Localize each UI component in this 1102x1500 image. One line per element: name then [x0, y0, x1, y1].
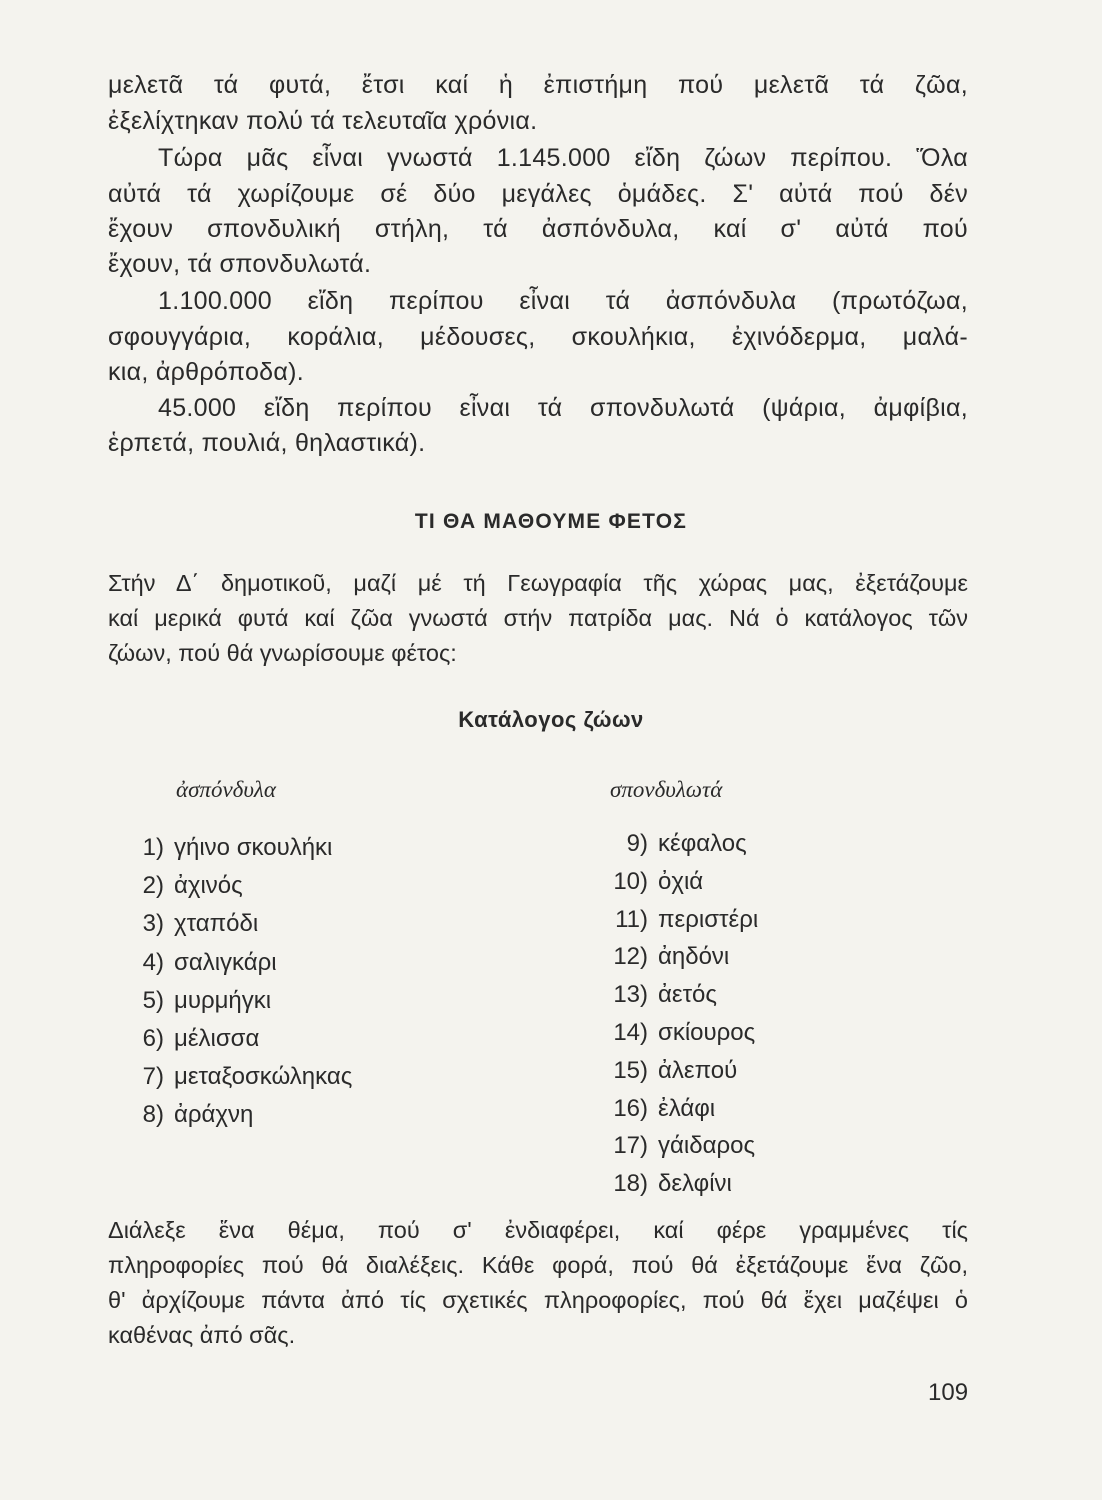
intro-line-8: σφουγγάρια, κοράλια, μέδουσες, σκουλήκια, ἐχινόδερμα, μαλά- [108, 323, 968, 351]
closing-line-1: Διάλεξε ἕνα θέμα, πού σ' ἐνδιαφέρει, καί φέρε γραμμένες τίς [108, 1217, 968, 1243]
item-number: 2) [142, 872, 164, 900]
invertebrate-item [112, 871, 243, 901]
intro-line-6: ἔχουν, τά σπονδυλωτά. [108, 250, 372, 278]
item-name: ἀετός [658, 981, 717, 1009]
invertebrate-item [112, 1062, 352, 1092]
item-number: 8) [142, 1101, 164, 1129]
vertebrate-item [596, 980, 717, 1010]
item-name: περιστέρι [658, 905, 759, 933]
item-name: ὀχιά [658, 867, 704, 895]
intro-line-3: Τώρα μᾶς εἶναι γνωστά 1.145.000 εἴδη ζώων περίπου. Ὅλα [158, 144, 968, 172]
item-name: δελφίνι [658, 1170, 732, 1198]
item-name: ἐλάφι [658, 1094, 716, 1122]
item-number: 5) [142, 986, 164, 1014]
item-number: 15) [613, 1056, 648, 1084]
intro-line-2: ἐξελίχτηκαν πολύ τά τελευταῖα χρόνια. [108, 107, 538, 135]
invertebrate-item [112, 986, 271, 1016]
item-number: 14) [613, 1019, 648, 1046]
vertebrate-item [596, 905, 758, 935]
section-text-line-2: καί μερικά φυτά καί ζῶα γνωστά στήν πατρίδα μας. Νά ὁ κατάλογος τῶν [108, 605, 968, 631]
item-name: ἀλεπού [658, 1056, 738, 1084]
closing-line-2: πληροφορίες πού θά διαλέξεις. Κάθε φορά, πού θά ἐξετάζουμε ἕνα ζῶο, [108, 1252, 968, 1278]
item-name: κέφαλος [658, 830, 747, 857]
vertebrate-item [596, 1018, 755, 1048]
catalog-right-heading: σπονδυλωτά [610, 777, 723, 802]
section-text-line-3: ζώων, πού θά γνωρίσουμε φέτος: [108, 640, 457, 666]
item-number: 16) [613, 1094, 648, 1122]
item-number: 11) [615, 905, 648, 933]
item-number: 4) [142, 948, 164, 976]
item-name: μεταξοσκώληκας [174, 1063, 353, 1091]
item-number: 6) [142, 1025, 164, 1052]
item-number: 17) [613, 1132, 648, 1160]
vertebrate-item [596, 942, 729, 972]
item-number: 10) [613, 867, 648, 895]
catalog-title: Κατάλογος ζώων [458, 707, 644, 732]
intro-line-9: κια, ἀρθρόποδα). [108, 358, 304, 386]
item-number: 13) [613, 981, 648, 1009]
item-name: σκίουρος [658, 1019, 756, 1046]
closing-line-3: θ' ἀρχίζουμε πάντα ἀπό τίς σχετικές πληροφορίες, πού θά ἔχει μαζέψει ὁ [108, 1287, 968, 1313]
intro-line-4: αὐτά τά χωρίζουμε σέ δύο μεγάλες ὁμάδες. Σ' αὐτά πού δέν [108, 180, 968, 208]
intro-line-5: ἔχουν σπονδυλική στήλη, τά ἀσπόνδυλα, καί σ' αὐτά πού [108, 215, 968, 243]
closing-line-4: καθένας ἀπό σᾶς. [108, 1322, 296, 1348]
item-name: μυρμήγκι [174, 986, 272, 1014]
invertebrate-item [112, 948, 277, 978]
item-number: 9) [626, 830, 648, 857]
vertebrate-item [596, 829, 747, 859]
vertebrate-item [596, 867, 703, 897]
item-name: σαλιγκάρι [174, 948, 277, 976]
invertebrate-item [112, 1024, 259, 1054]
item-name: χταπόδι [174, 910, 259, 938]
item-name: γήινο σκουλήκι [174, 834, 333, 861]
item-number: 1) [142, 834, 164, 861]
item-name: γάιδαρος [658, 1132, 756, 1160]
item-number: 7) [142, 1063, 164, 1091]
intro-line-11: ἑρπετά, πουλιά, θηλαστικά). [108, 429, 426, 457]
item-name: ἀράχνη [174, 1101, 254, 1129]
vertebrate-item [596, 1094, 715, 1124]
invertebrate-item [112, 909, 258, 939]
vertebrate-item [596, 1169, 732, 1199]
intro-line-7: 1.100.000 εἴδη περίπου εἶναι τά ἀσπόνδυλα (πρωτόζωα, [158, 287, 968, 315]
item-name: ἀηδόνι [658, 943, 730, 971]
item-number: 12) [613, 943, 648, 971]
section-title: ΤΙ ΘΑ ΜΑΘΟΥΜΕ ΦΕΤΟΣ [414, 510, 688, 533]
item-number: 3) [142, 910, 164, 938]
invertebrate-item [112, 1100, 253, 1130]
section-text-line-1: Στήν Δ΄ δημοτικοῦ, μαζί μέ τή Γεωγραφία τῆς χώρας μας, ἐξετάζουμε [108, 570, 968, 596]
vertebrate-item [596, 1131, 755, 1161]
intro-line-1: μελετᾶ τά φυτά, ἔτσι καί ἡ ἐπιστήμη πού μελετᾶ τά ζῶα, [108, 71, 968, 99]
page-number: 109 [928, 1379, 969, 1406]
item-number: 18) [613, 1170, 648, 1198]
catalog-left-heading: ἀσπόνδυλα [176, 777, 276, 802]
item-name: ἀχινός [174, 872, 243, 900]
vertebrate-item [596, 1056, 737, 1086]
item-name: μέλισσα [174, 1025, 260, 1052]
invertebrate-item [112, 833, 332, 863]
intro-line-10: 45.000 εἴδη περίπου εἶναι τά σπονδυλωτά (ψάρια, ἀμφίβια, [158, 394, 968, 422]
